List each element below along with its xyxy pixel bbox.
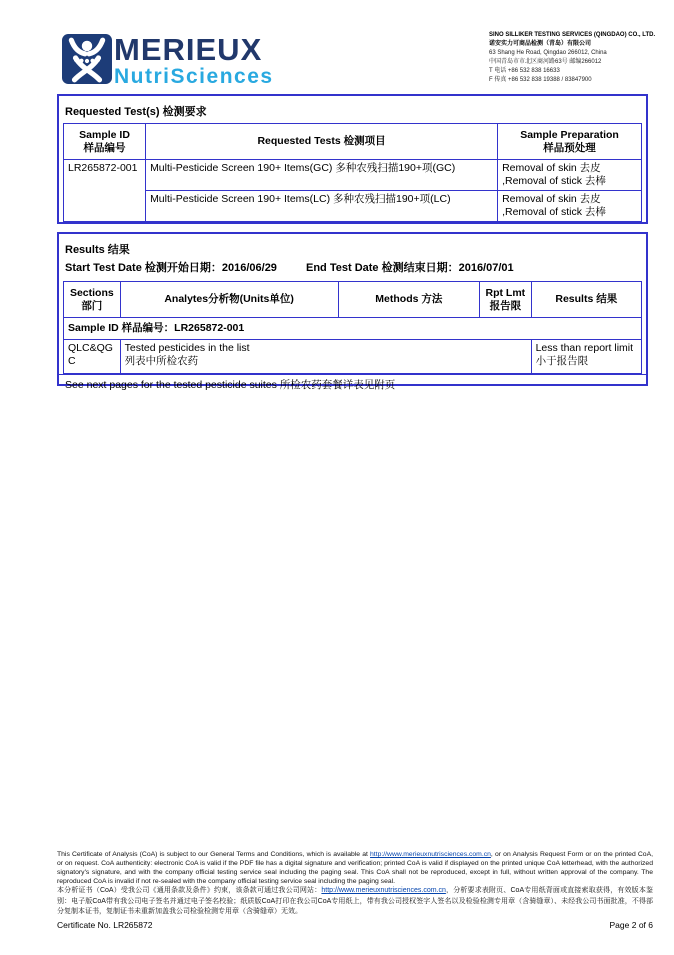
footer-terms-cn	[57, 886, 653, 918]
col-sample-preparation: Sample Preparation 样品预处理	[498, 124, 642, 160]
company-name-cn: 诺安实力可商品检测（青岛）有限公司	[489, 41, 592, 47]
section-cell: QLC&QGC	[64, 340, 121, 374]
merieux-person-icon	[62, 34, 112, 89]
company-address-en: 63 Shang He Road, Qingdao 266012, China	[489, 50, 607, 56]
requested-tests-title: Requested Test(s) 检测要求	[65, 106, 207, 118]
col-requested-tests: Requested Tests 检测项目	[146, 124, 498, 160]
footer-cn-link[interactable]: http://www.merieuxnutrisciences.com.cn	[321, 887, 446, 894]
footer-en-link[interactable]: http://www.merieuxnutrisciences.com.cn	[370, 851, 491, 858]
table-header-row	[64, 282, 642, 318]
col-rpt-lmt: Rpt Lmt 报告限	[480, 282, 531, 318]
company-name-en: SINO SILLIKER TESTING SERVICES (QINGDAO) CO., LTD.	[489, 32, 656, 38]
table-row	[64, 191, 642, 222]
test-name-cell: Multi-Pesticide Screen 190+ Items(GC) 多种农残扫描190+项(GC)	[146, 160, 498, 191]
results-note: See next pages for the tested pesticide suites 所检农药套餐详表见附页	[59, 374, 646, 395]
col-results: Results 结果	[531, 282, 641, 318]
brand-name: MERIEUX	[114, 32, 263, 67]
col-analytes: Analytes分析物(Units单位)	[120, 282, 338, 318]
sample-id-span-cell: Sample ID 样品编号：LR265872-001	[64, 318, 642, 340]
company-info-block	[489, 31, 665, 85]
end-test-date: End Test Date 检测结束日期：2016/07/01	[306, 262, 514, 274]
results-table	[63, 281, 642, 374]
footer-en-text: , or on Analysis Request Form or on the printed CoA, or on request. CoA authenticity: electronic CoA is valid if the PDF file has a digital signature and verification; printed CoA is valid if displayed on the printed unique CoA letterhead, with the authorized signatory's signature, and with the company official testing service seal including the paging seal. This CoA shall not be reproduced, except in full, without written approval of the company. The reproduced CoA is invalid if not re-sealed with the company official testing service seal including the paging seal.	[57, 851, 654, 885]
results-section	[57, 232, 648, 391]
start-test-date: Start Test Date 检测开始日期：2016/06/29	[65, 262, 277, 274]
result-row	[64, 340, 642, 374]
certificate-number: Certificate No. LR265872	[57, 920, 153, 930]
sample-id-cell: LR265872-001	[64, 160, 146, 222]
brand-wordmark	[114, 34, 274, 87]
footer-cn-text: 本分析证书（CoA）受我公司《通用条款及条件》约束，该条款可通过我公司网站：	[57, 887, 322, 894]
footer-cn-text: ，分析要求表附页、CoA专用纸背面或直接索取获得，有效版本鉴别：电子版CoA带有我公司电子签名并通过电子签名校验；纸质版CoA打印在我公司CoA专用纸上，带有我公司授权签字人签名以及检验检测专用章（含骑缝章）、未经我公司书面批准，不得部分复制本证书，复制证书未重新加盖我公司检验检测专用章（含骑缝章）无效。	[57, 887, 653, 915]
col-sample-id: Sample ID 样品编号	[64, 124, 146, 160]
requested-tests-section	[57, 94, 648, 224]
requested-tests-table	[63, 123, 642, 222]
merieux-logo	[62, 34, 274, 89]
page-number: Page 2 of 6	[609, 920, 653, 930]
footer-en-text: This Certificate of Analysis (CoA) is subject to our General Terms and Conditions, which is available at	[57, 851, 371, 858]
brand-subname: NutriSciences	[114, 65, 274, 88]
footer-bottom-row	[57, 920, 653, 930]
table-row	[64, 160, 642, 191]
sample-prep-cell: Removal of skin 去皮 ,Removal of stick 去棒	[498, 160, 642, 191]
sample-prep-cell: Removal of skin 去皮 ,Removal of stick 去棒	[498, 191, 642, 222]
company-tel: T 电话 +86 532 838 16633	[489, 68, 560, 74]
test-name-cell: Multi-Pesticide Screen 190+ Items(LC) 多种农残扫描190+项(LC)	[146, 191, 498, 222]
analyte-cell: Tested pesticides in the list 列表中所检农药	[120, 340, 531, 374]
results-title: Results 结果	[65, 244, 130, 256]
test-date-line	[59, 259, 646, 281]
table-header-row	[64, 124, 642, 160]
sample-id-row	[64, 318, 642, 340]
company-address-cn: 中国青岛市市北区商河路63号 邮编266012	[489, 59, 602, 65]
footer-terms-en	[57, 850, 653, 886]
result-value-cell: Less than report limit 小于报告限	[531, 340, 641, 374]
col-sections: Sections 部门	[64, 282, 121, 318]
col-methods: Methods 方法	[338, 282, 480, 318]
company-fax: F 传真 +86 532 838 19388 / 83847900	[489, 77, 592, 83]
